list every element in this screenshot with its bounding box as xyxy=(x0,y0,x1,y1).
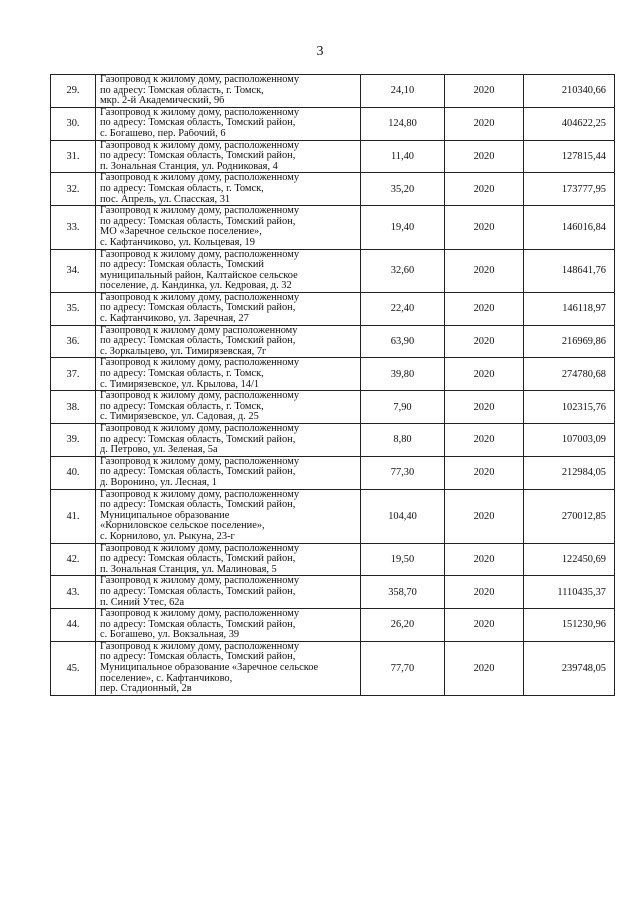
object-description-cell xyxy=(96,543,361,576)
cost-cell: 148641,76 xyxy=(524,249,615,292)
description-line: по адресу: Томская область, Томский район, xyxy=(100,500,296,511)
description-line: п. Зональная Станция, ул. Малиновая, 5 xyxy=(100,564,277,575)
table-row xyxy=(51,391,615,424)
year-cell: 2020 xyxy=(445,641,524,695)
length-cell: 104,40 xyxy=(361,489,445,543)
description-line: с. Тимирязевское, ул. Садовая, д. 25 xyxy=(100,412,259,423)
cost-cell: 216969,86 xyxy=(524,325,615,358)
row-number-cell: 32. xyxy=(51,173,96,206)
table-row xyxy=(51,249,615,292)
description-line: по адресу: Томская область, Томский район, xyxy=(100,434,296,445)
description-line: по адресу: Томская область, Томский район, xyxy=(100,586,296,597)
description-line: с. Тимирязевское, ул. Крылова, 14/1 xyxy=(100,379,260,390)
cost-cell: 212984,05 xyxy=(524,456,615,489)
description-line: Газопровод к жилому дому, расположенному xyxy=(100,489,300,500)
description-line: по адресу: Томская область, Томский район, xyxy=(100,554,296,565)
description-line: Газопровод к жилому дому, расположенному xyxy=(100,249,300,260)
description-line: Газопровод к жилому дому, расположенному xyxy=(100,140,300,151)
year-cell: 2020 xyxy=(445,206,524,249)
object-description-cell xyxy=(96,489,361,543)
row-number-cell: 30. xyxy=(51,107,96,140)
description-line: по адресу: Томская область, Томский район, xyxy=(100,652,296,663)
length-cell: 8,80 xyxy=(361,424,445,457)
table-row xyxy=(51,206,615,249)
object-description-cell xyxy=(96,609,361,642)
description-line: по адресу: Томская область, Томский район, xyxy=(100,336,296,347)
description-line: Муниципальное образование «Заречное сельское xyxy=(100,663,319,674)
table-row xyxy=(51,576,615,609)
length-cell: 32,60 xyxy=(361,249,445,292)
description-line: с. Богашево, ул. Вокзальная, 39 xyxy=(100,630,240,641)
row-number-cell: 31. xyxy=(51,140,96,173)
object-description-cell xyxy=(96,391,361,424)
table-row xyxy=(51,325,615,358)
cost-cell: 107003,09 xyxy=(524,424,615,457)
description-line: с. Кафтанчиково, ул. Заречная, 27 xyxy=(100,314,249,325)
table-row xyxy=(51,292,615,325)
object-description-cell xyxy=(96,424,361,457)
description-line: по адресу: Томская область, Томский xyxy=(100,260,264,271)
description-line: муниципальный район, Калтайское сельское xyxy=(100,270,298,281)
length-cell: 124,80 xyxy=(361,107,445,140)
cost-cell: 210340,66 xyxy=(524,75,615,108)
description-line: Газопровод к жилому дому, расположенному xyxy=(100,424,300,434)
year-cell: 2020 xyxy=(445,249,524,292)
length-cell: 19,40 xyxy=(361,206,445,249)
length-cell: 39,80 xyxy=(361,358,445,391)
length-cell: 35,20 xyxy=(361,173,445,206)
object-description-cell xyxy=(96,107,361,140)
cost-cell: 102315,76 xyxy=(524,391,615,424)
description-line: Газопровод к жилому дому, расположенному xyxy=(100,576,300,587)
table-row xyxy=(51,543,615,576)
row-number-cell: 42. xyxy=(51,543,96,576)
description-line: по адресу: Томская область, Томский район, xyxy=(100,467,296,478)
row-number-cell: 40. xyxy=(51,456,96,489)
description-line: Газопровод к жилому дому расположенному xyxy=(100,325,298,336)
description-line: Газопровод к жилому дому, расположенному xyxy=(100,292,300,303)
year-cell: 2020 xyxy=(445,75,524,108)
table-row xyxy=(51,140,615,173)
year-cell: 2020 xyxy=(445,107,524,140)
description-line: с. Зоркальцево, ул. Тимирязевская, 7г xyxy=(100,346,267,357)
description-line: МО «Заречное сельское поселение», xyxy=(100,227,262,238)
object-description-cell xyxy=(96,358,361,391)
length-cell: 358,70 xyxy=(361,576,445,609)
description-line: Газопровод к жилому дому, расположенному xyxy=(100,543,300,554)
cost-cell: 122450,69 xyxy=(524,543,615,576)
row-number-cell: 45. xyxy=(51,641,96,695)
table-row xyxy=(51,609,615,642)
table-row xyxy=(51,75,615,108)
length-cell: 77,30 xyxy=(361,456,445,489)
description-line: поселение, д. Кандинка, ул. Кедровая, д. 32 xyxy=(100,281,292,292)
table-row xyxy=(51,456,615,489)
description-line: Газопровод к жилому дому, расположенному xyxy=(100,173,300,184)
year-cell: 2020 xyxy=(445,489,524,543)
row-number-cell: 44. xyxy=(51,609,96,642)
object-description-cell xyxy=(96,173,361,206)
year-cell: 2020 xyxy=(445,292,524,325)
table-row xyxy=(51,489,615,543)
year-cell: 2020 xyxy=(445,424,524,457)
cost-cell: 404622,25 xyxy=(524,107,615,140)
year-cell: 2020 xyxy=(445,609,524,642)
description-line: с. Богашево, пер. Рабочий, 6 xyxy=(100,128,226,139)
table-row xyxy=(51,641,615,695)
row-number-cell: 38. xyxy=(51,391,96,424)
year-cell: 2020 xyxy=(445,325,524,358)
year-cell: 2020 xyxy=(445,576,524,609)
length-cell: 11,40 xyxy=(361,140,445,173)
row-number-cell: 43. xyxy=(51,576,96,609)
description-line: Газопровод к жилому дому, расположенному xyxy=(100,609,300,620)
description-line: «Корниловское сельское поселение», xyxy=(100,521,265,532)
length-cell: 22,40 xyxy=(361,292,445,325)
description-line: п. Синий Утес, 62а xyxy=(100,597,185,608)
table-body xyxy=(51,75,615,696)
description-line: Газопровод к жилому дому, расположенному xyxy=(100,456,300,467)
year-cell: 2020 xyxy=(445,358,524,391)
length-cell: 19,50 xyxy=(361,543,445,576)
table-row xyxy=(51,107,615,140)
cost-cell: 127815,44 xyxy=(524,140,615,173)
description-line: по адресу: Томская область, Томский район, xyxy=(100,118,296,129)
cost-cell: 239748,05 xyxy=(524,641,615,695)
table-row xyxy=(51,173,615,206)
description-line: по адресу: Томская область, Томский район, xyxy=(100,303,296,314)
year-cell: 2020 xyxy=(445,456,524,489)
description-line: Газопровод к жилому дому, расположенному xyxy=(100,358,300,369)
object-description-cell xyxy=(96,292,361,325)
row-number-cell: 29. xyxy=(51,75,96,108)
description-line: д. Воронино, ул. Лесная, 1 xyxy=(100,477,217,488)
description-line: по адресу: Томская область, Томский район, xyxy=(100,619,296,630)
length-cell: 7,90 xyxy=(361,391,445,424)
description-line: Газопровод к жилому дому, расположенному xyxy=(100,391,300,402)
object-description-cell xyxy=(96,325,361,358)
length-cell: 63,90 xyxy=(361,325,445,358)
row-number-cell: 37. xyxy=(51,358,96,391)
row-number-cell: 39. xyxy=(51,424,96,457)
object-description-cell xyxy=(96,206,361,249)
cost-cell: 151230,96 xyxy=(524,609,615,642)
description-line: Газопровод к жилому дому, расположенному xyxy=(100,206,300,217)
table-row xyxy=(51,358,615,391)
description-line: мкр. 2-й Академический, 9б xyxy=(100,96,225,107)
description-line: пер. Стадионный, 2в xyxy=(100,684,192,695)
row-number-cell: 36. xyxy=(51,325,96,358)
row-number-cell: 41. xyxy=(51,489,96,543)
description-line: с. Кафтанчиково, ул. Кольцевая, 19 xyxy=(100,237,255,248)
year-cell: 2020 xyxy=(445,543,524,576)
object-description-cell xyxy=(96,75,361,108)
object-description-cell xyxy=(96,576,361,609)
object-description-cell xyxy=(96,456,361,489)
description-line: по адресу: Томская область, г. Томск, xyxy=(100,183,264,194)
cost-cell: 146016,84 xyxy=(524,206,615,249)
length-cell: 26,20 xyxy=(361,609,445,642)
cost-cell: 173777,95 xyxy=(524,173,615,206)
description-line: по адресу: Томская область, г. Томск, xyxy=(100,85,264,96)
description-line: Муниципальное образование xyxy=(100,510,230,521)
object-description-cell xyxy=(96,140,361,173)
row-number-cell: 35. xyxy=(51,292,96,325)
cost-cell: 274780,68 xyxy=(524,358,615,391)
description-line: пос. Апрель, ул. Спасская, 31 xyxy=(100,194,231,205)
cost-cell: 270012,85 xyxy=(524,489,615,543)
row-number-cell: 33. xyxy=(51,206,96,249)
description-line: Газопровод к жилому дому, расположенному xyxy=(100,75,300,85)
row-number-cell: 34. xyxy=(51,249,96,292)
description-line: п. Зональная Станция, ул. Родниковая, 4 xyxy=(100,161,278,172)
description-line: Газопровод к жилому дому, расположенному xyxy=(100,641,300,652)
object-description-cell xyxy=(96,641,361,695)
length-cell: 77,70 xyxy=(361,641,445,695)
cost-cell: 146118,97 xyxy=(524,292,615,325)
page-number: 3 xyxy=(316,44,324,59)
description-line: поселение», с. Кафтанчиково, xyxy=(100,673,233,684)
description-line: д. Петрово, ул. Зеленая, 5а xyxy=(100,445,218,456)
description-line: по адресу: Томская область, г. Томск, xyxy=(100,401,264,412)
year-cell: 2020 xyxy=(445,173,524,206)
description-line: по адресу: Томская область, Томский район, xyxy=(100,216,296,227)
table-row xyxy=(51,424,615,457)
year-cell: 2020 xyxy=(445,140,524,173)
description-line: по адресу: Томская область, Томский район, xyxy=(100,151,296,162)
cost-cell: 1110435,37 xyxy=(524,576,615,609)
year-cell: 2020 xyxy=(445,391,524,424)
gas-pipeline-table xyxy=(50,74,615,696)
length-cell: 24,10 xyxy=(361,75,445,108)
description-line: по адресу: Томская область, г. Томск, xyxy=(100,369,264,380)
description-line: с. Корнилово, ул. Рыкуна, 23-г xyxy=(100,531,235,542)
description-line: Газопровод к жилому дому, расположенному xyxy=(100,107,300,118)
object-description-cell xyxy=(96,249,361,292)
